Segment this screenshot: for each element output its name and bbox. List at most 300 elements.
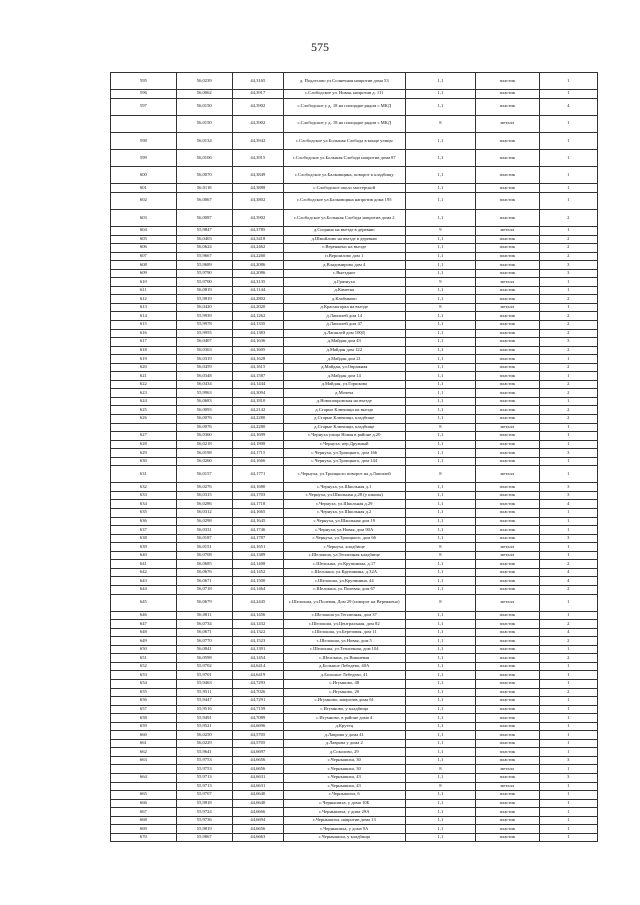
count-cell: 1: [539, 697, 597, 706]
row-number-cell: 661: [111, 739, 177, 748]
material-cell: металл: [476, 278, 539, 287]
count-cell: 1: [539, 192, 597, 209]
address-cell: с.Чернуха, ул.Троицкого, дом 66: [283, 534, 405, 543]
table-row: [111, 560, 598, 569]
volume-cell: 1,1: [405, 483, 476, 492]
latitude-cell: 55,9713: [176, 782, 232, 791]
count-cell: 3: [539, 449, 597, 458]
address-cell: с.Чернуха, ул.Школьная д.1: [283, 483, 405, 492]
address-cell: с.Чернышиха, у дома 10Б: [283, 799, 405, 808]
material-cell: пластик: [476, 363, 539, 372]
volume-cell: 1,1: [405, 637, 476, 646]
latitude-cell: 56,0250: [176, 731, 232, 740]
volume-cell: 8: [405, 782, 476, 791]
latitude-cell: 55,9701: [176, 671, 232, 680]
address-cell: д.Клабмково: [283, 295, 405, 304]
count-cell: 2: [539, 585, 597, 594]
material-cell: пластик: [476, 483, 539, 492]
count-cell: 1: [539, 303, 597, 312]
material-cell: пластик: [476, 568, 539, 577]
row-number-cell: 658: [111, 714, 177, 723]
table-row: [111, 423, 598, 432]
longitude-cell: 44,1335: [232, 320, 283, 329]
material-cell: пластик: [476, 149, 539, 166]
table-row: [111, 115, 598, 132]
latitude-cell: 56,0067: [176, 192, 232, 209]
material-cell: пластик: [476, 808, 539, 817]
table-row: [111, 329, 598, 338]
address-cell: с.Чернышиха, 30: [283, 756, 405, 765]
volume-cell: 1,1: [405, 714, 476, 723]
material-cell: пластик: [476, 620, 539, 629]
address-cell: д.Сгорино на въезде в деревню: [283, 226, 405, 235]
longitude-cell: 44,1787: [232, 534, 283, 543]
latitude-cell: 55,9491: [176, 714, 232, 723]
count-cell: 3: [539, 483, 597, 492]
longitude-cell: 44,1810: [232, 397, 283, 406]
table-row: [111, 534, 598, 543]
table-row: [111, 585, 598, 594]
latitude-cell: 56,0459: [176, 363, 232, 372]
material-cell: пластик: [476, 440, 539, 449]
table-row: [111, 594, 598, 611]
table-row: [111, 543, 598, 552]
row-number-cell: 626: [111, 415, 177, 424]
address-cell: с.Чернуха, ул.Школьная д.28 (у школы): [283, 491, 405, 500]
volume-cell: 8: [405, 594, 476, 611]
page-number: 575: [311, 40, 329, 54]
material-cell: пластик: [476, 645, 539, 654]
volume-cell: 1,1: [405, 825, 476, 834]
longitude-cell: 44,1605: [232, 346, 283, 355]
count-cell: 1: [539, 748, 597, 757]
volume-cell: 1,1: [405, 397, 476, 406]
latitude-cell: 56,0624: [176, 244, 232, 253]
row-number-cell: 629: [111, 449, 177, 458]
address-cell: д.Большое Лебедево, 40А: [283, 662, 405, 671]
material-cell: пластик: [476, 167, 539, 184]
table-row: [111, 346, 598, 355]
latitude-cell: 56,0770: [176, 637, 232, 646]
row-number-cell: 667: [111, 808, 177, 817]
table-row: [111, 483, 598, 492]
count-cell: 2: [539, 312, 597, 321]
material-cell: пластик: [476, 389, 539, 398]
address-cell: с.Игумново, 48: [283, 679, 405, 688]
material-cell: пластик: [476, 449, 539, 458]
longitude-cell: 44,6640: [232, 799, 283, 808]
latitude-cell: 56,0363: [176, 346, 232, 355]
volume-cell: 8: [405, 765, 476, 774]
count-cell: 1: [539, 594, 597, 611]
table-row: [111, 551, 598, 560]
longitude-cell: 44,1144: [232, 286, 283, 295]
row-number-cell: 666: [111, 799, 177, 808]
count-cell: 1: [539, 115, 597, 132]
volume-cell: 1,1: [405, 167, 476, 184]
longitude-cell: 44,1771: [232, 466, 283, 483]
row-number-cell: 616: [111, 329, 177, 338]
row-number-cell: 633: [111, 491, 177, 500]
count-cell: 2: [539, 235, 597, 244]
count-cell: 1: [539, 765, 597, 774]
row-number-cell: 610: [111, 278, 177, 287]
latitude-cell: 55,9516: [176, 705, 232, 714]
longitude-cell: 44,2086: [232, 269, 283, 278]
address-cell: с.Слободское около мастерской: [283, 184, 405, 193]
row-number-cell: 651: [111, 654, 177, 663]
material-cell: пластик: [476, 380, 539, 389]
volume-cell: 1,1: [405, 457, 476, 466]
row-number-cell: 650: [111, 645, 177, 654]
latitude-cell: 55,9819: [176, 825, 232, 834]
material-cell: пластик: [476, 184, 539, 193]
count-cell: 1: [539, 509, 597, 518]
longitude-cell: 44,1500: [232, 577, 283, 586]
count-cell: 1: [539, 355, 597, 364]
count-cell: 2: [539, 406, 597, 415]
material-cell: пластик: [476, 585, 539, 594]
count-cell: 3: [539, 269, 597, 278]
table-row: [111, 90, 598, 99]
table-row: [111, 269, 598, 278]
count-cell: 2: [539, 380, 597, 389]
material-cell: пластик: [476, 517, 539, 526]
latitude-cell: 55,9724: [176, 808, 232, 817]
row-number-cell: 640: [111, 551, 177, 560]
volume-cell: 1,1: [405, 269, 476, 278]
volume-cell: 1,1: [405, 774, 476, 783]
sites-table: [110, 72, 598, 842]
material-cell: пластик: [476, 774, 539, 783]
address-cell: с.Шелокша, ул.Центральная, дом 82: [283, 620, 405, 629]
table-row: [111, 577, 598, 586]
latitude-cell: 56,0118: [176, 184, 232, 193]
latitude-cell: 55,9955: [176, 329, 232, 338]
volume-cell: 8: [405, 543, 476, 552]
material-cell: пластик: [476, 577, 539, 586]
table-row: [111, 261, 598, 270]
material-cell: пластик: [476, 457, 539, 466]
row-number-cell: 649: [111, 637, 177, 646]
material-cell: пластик: [476, 654, 539, 663]
longitude-cell: 44,2462: [232, 244, 283, 253]
material-cell: пластик: [476, 628, 539, 637]
row-number-cell: 597: [111, 98, 177, 115]
longitude-cell: 44,3418: [232, 235, 283, 244]
address-cell: д.Грязнуха: [283, 278, 405, 287]
count-cell: 1: [539, 739, 597, 748]
address-cell: д.Майдан дом 43: [283, 338, 405, 347]
latitude-cell: 55,9867: [176, 833, 232, 842]
address-cell: с.Шелокша ул.Тепличная, дом 37: [283, 611, 405, 620]
table-row: [111, 491, 598, 500]
table-row: [111, 705, 598, 714]
latitude-cell: 55,9511: [176, 688, 232, 697]
address-cell: д.Лапшлей дом 14: [283, 312, 405, 321]
count-cell: 1: [539, 167, 597, 184]
latitude-cell: 55,9753: [176, 765, 232, 774]
address-cell: с.Слободское ул.Балковщина напротив дома 195: [283, 192, 405, 209]
latitude-cell: 55,9463: [176, 679, 232, 688]
latitude-cell: 56,0841: [176, 645, 232, 654]
latitude-cell: 56,0708: [176, 551, 232, 560]
longitude-cell: 44,6666: [232, 808, 283, 817]
longitude-cell: 44,1454: [232, 654, 283, 663]
volume-cell: 1,1: [405, 500, 476, 509]
material-cell: металл: [476, 466, 539, 483]
longitude-cell: 44,6656: [232, 825, 283, 834]
material-cell: металл: [476, 303, 539, 312]
count-cell: 1: [539, 457, 597, 466]
count-cell: 3: [539, 491, 597, 500]
row-number-cell: 646: [111, 611, 177, 620]
longitude-cell: 44,1408: [232, 560, 283, 569]
table-row: [111, 226, 598, 235]
latitude-cell: 56,0276: [176, 483, 232, 492]
row-number-cell: [111, 423, 177, 432]
material-cell: пластик: [476, 132, 539, 149]
longitude-cell: 44,5705: [232, 739, 283, 748]
volume-cell: 1,1: [405, 132, 476, 149]
table-row: [111, 252, 598, 261]
count-cell: 1: [539, 226, 597, 235]
latitude-cell: 56,0671: [176, 628, 232, 637]
material-cell: пластик: [476, 825, 539, 834]
row-number-cell: 648: [111, 628, 177, 637]
material-cell: металл: [476, 543, 539, 552]
count-cell: 1: [539, 132, 597, 149]
count-cell: 2: [539, 346, 597, 355]
table-row: [111, 833, 598, 842]
row-number-cell: 595: [111, 73, 177, 90]
row-number-cell: 620: [111, 363, 177, 372]
table-row: [111, 662, 598, 671]
volume-cell: 1,1: [405, 209, 476, 226]
volume-cell: 1,1: [405, 628, 476, 637]
table-row: [111, 363, 598, 372]
longitude-cell: 44,6656: [232, 765, 283, 774]
material-cell: металл: [476, 423, 539, 432]
table-row: [111, 654, 598, 663]
volume-cell: 1,1: [405, 560, 476, 569]
address-cell: д.Старые Ключищи, кладбище: [283, 415, 405, 424]
volume-cell: 1,1: [405, 235, 476, 244]
address-cell: с.Чернуха, ул.Троицкого поворот на д.Лапшлей: [283, 466, 405, 483]
longitude-cell: 44,1715: [232, 449, 283, 458]
count-cell: 1: [539, 825, 597, 834]
table-row: [111, 645, 598, 654]
latitude-cell: 56,0260: [176, 457, 232, 466]
count-cell: 1: [539, 397, 597, 406]
volume-cell: 1,1: [405, 312, 476, 321]
count-cell: 1: [539, 432, 597, 441]
longitude-cell: 44,3917: [232, 90, 283, 99]
material-cell: пластик: [476, 252, 539, 261]
volume-cell: 1,1: [405, 432, 476, 441]
row-number-cell: 625: [111, 406, 177, 415]
row-number-cell: 659: [111, 722, 177, 731]
address-cell: д.Старые Ключищи на въезде: [283, 406, 405, 415]
table-row: [111, 739, 598, 748]
latitude-cell: 56,0093: [176, 406, 232, 415]
table-row: [111, 167, 598, 184]
address-cell: п.Вершилово дом 1: [283, 252, 405, 261]
longitude-cell: 44,3165: [232, 73, 283, 90]
address-cell: с.Чернышиха, напротив дома 13: [283, 816, 405, 825]
address-cell: с.Игумново, у кладбища: [283, 705, 405, 714]
row-number-cell: 634: [111, 500, 177, 509]
volume-cell: 1,1: [405, 329, 476, 338]
address-cell: д.Старые Ключищи, кладбище: [283, 423, 405, 432]
table-row: [111, 756, 598, 765]
latitude-cell: 56,0106: [176, 149, 232, 166]
address-cell: с.Чернуха улица Новая в районе д.20: [283, 432, 405, 441]
material-cell: пластик: [476, 329, 539, 338]
material-cell: металл: [476, 551, 539, 560]
count-cell: 1: [539, 705, 597, 714]
material-cell: металл: [476, 115, 539, 132]
latitude-cell: 56,0685: [176, 560, 232, 569]
material-cell: пластик: [476, 637, 539, 646]
volume-cell: 1,1: [405, 526, 476, 535]
volume-cell: 1,1: [405, 363, 476, 372]
material-cell: пластик: [476, 406, 539, 415]
row-number-cell: 643: [111, 577, 177, 586]
table-row: [111, 406, 598, 415]
latitude-cell: 55,9689: [176, 261, 232, 270]
longitude-cell: 44,6414: [232, 662, 283, 671]
row-number-cell: 621: [111, 372, 177, 381]
volume-cell: 1,1: [405, 662, 476, 671]
address-cell: с.Чернышиха, 6: [283, 791, 405, 800]
longitude-cell: 44,1665: [232, 509, 283, 518]
material-cell: пластик: [476, 355, 539, 364]
count-cell: 1: [539, 808, 597, 817]
row-number-cell: 669: [111, 825, 177, 834]
latitude-cell: 56,0331: [176, 526, 232, 535]
volume-cell: 1,1: [405, 748, 476, 757]
table-row: [111, 235, 598, 244]
volume-cell: 1,1: [405, 611, 476, 620]
address-cell: с.Слободское ул.Большая Слобода напротив дома 2: [283, 209, 405, 226]
volume-cell: 8: [405, 303, 476, 312]
longitude-cell: 44,1615: [232, 363, 283, 372]
row-number-cell: 611: [111, 286, 177, 295]
longitude-cell: 44,1389: [232, 551, 283, 560]
count-cell: 1: [539, 671, 597, 680]
table-row: [111, 679, 598, 688]
material-cell: пластик: [476, 98, 539, 115]
row-number-cell: 663: [111, 756, 177, 765]
volume-cell: 9: [405, 226, 476, 235]
longitude-cell: 44,2142: [232, 406, 283, 415]
address-cell: с.Чернышиха, 43: [283, 782, 405, 791]
longitude-cell: 44,1456: [232, 611, 283, 620]
volume-cell: 1,1: [405, 731, 476, 740]
table-row: [111, 149, 598, 166]
row-number-cell: 631: [111, 466, 177, 483]
volume-cell: 8: [405, 423, 476, 432]
longitude-cell: 44,6697: [232, 748, 283, 757]
address-cell: с.Игумново, напротив дома 61: [283, 697, 405, 706]
volume-cell: 1,1: [405, 389, 476, 398]
volume-cell: 1,1: [405, 833, 476, 842]
longitude-cell: 44,3902: [232, 209, 283, 226]
longitude-cell: 44,3785: [232, 226, 283, 235]
material-cell: пластик: [476, 244, 539, 253]
longitude-cell: 44,1391: [232, 645, 283, 654]
longitude-cell: 44,1464: [232, 585, 283, 594]
longitude-cell: 44,3942: [232, 132, 283, 149]
address-cell: д.Шмойлово на въезде в деревню: [283, 235, 405, 244]
count-cell: 2: [539, 389, 597, 398]
address-cell: с.Шелокша, ул.Березовая, дом 11: [283, 628, 405, 637]
table-body: [111, 73, 598, 842]
longitude-cell: 44,2086: [232, 261, 283, 270]
volume-cell: 8: [405, 551, 476, 560]
material-cell: пластик: [476, 671, 539, 680]
longitude-cell: 44,1322: [232, 628, 283, 637]
volume-cell: 1,1: [405, 517, 476, 526]
row-number-cell: [111, 765, 177, 774]
material-cell: пластик: [476, 534, 539, 543]
count-cell: 1: [539, 799, 597, 808]
count-cell: 1: [539, 714, 597, 723]
row-number-cell: 637: [111, 526, 177, 535]
material-cell: пластик: [476, 338, 539, 347]
row-number-cell: 613: [111, 303, 177, 312]
material-cell: пластик: [476, 714, 539, 723]
volume-cell: 1,1: [405, 415, 476, 424]
address-cell: с.Чернуха, ул.Троицкого, дом 144: [283, 457, 405, 466]
address-cell: с.Чернуха, ул.Школьная д.29: [283, 500, 405, 509]
latitude-cell: 56,0315: [176, 491, 232, 500]
table-row: [111, 389, 598, 398]
count-cell: 1: [539, 833, 597, 842]
longitude-cell: 44,1680: [232, 483, 283, 492]
address-cell: д.Майдан дом 21: [283, 355, 405, 364]
table-row: [111, 98, 598, 115]
row-number-cell: 602: [111, 192, 177, 209]
material-cell: пластик: [476, 731, 539, 740]
material-cell: пластик: [476, 269, 539, 278]
latitude-cell: 56,0348: [176, 372, 232, 381]
latitude-cell: 55,9847: [176, 226, 232, 235]
longitude-cell: 44,2802: [232, 295, 283, 304]
count-cell: 1: [539, 73, 597, 90]
row-number-cell: 654: [111, 679, 177, 688]
row-number-cell: 608: [111, 261, 177, 270]
row-number-cell: 603: [111, 209, 177, 226]
longitude-cell: 44,2280: [232, 415, 283, 424]
volume-cell: 1,1: [405, 184, 476, 193]
table-row: [111, 303, 598, 312]
latitude-cell: 56,0187: [176, 534, 232, 543]
material-cell: пластик: [476, 415, 539, 424]
count-cell: 4: [539, 577, 597, 586]
material-cell: пластик: [476, 748, 539, 757]
address-cell: с.Шелокша, ул.Тепличная кладбище: [283, 551, 405, 560]
row-number-cell: 612: [111, 295, 177, 304]
material-cell: пластик: [476, 688, 539, 697]
table-row: [111, 671, 598, 680]
table-row: [111, 132, 598, 149]
material-cell: пластик: [476, 833, 539, 842]
latitude-cell: 55,9978: [176, 320, 232, 329]
row-number-cell: 607: [111, 252, 177, 261]
longitude-cell: 44,1703: [232, 491, 283, 500]
